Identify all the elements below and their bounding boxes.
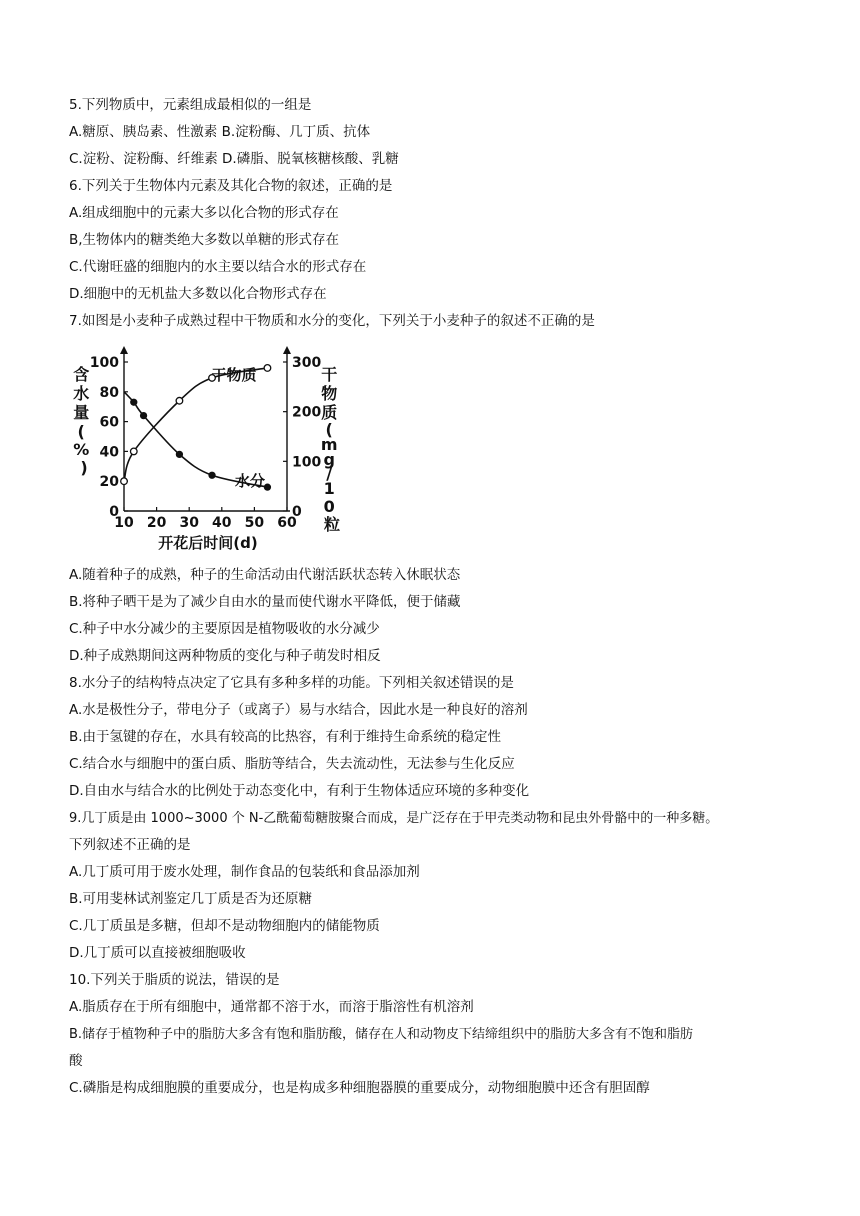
left-y-axis-arrow [120, 346, 128, 354]
right-y-label-char-3: 质 [321, 403, 338, 422]
question-8-option-b: B.由于氢键的存在，水具有较高的比热容，有利于维持生命系统的稳定性 [69, 729, 502, 745]
seed-maturation-chart [62, 344, 362, 564]
right-y-label-char-1: 干 [321, 365, 338, 384]
right-y-tick-label-300: 300 [292, 355, 322, 371]
water-data-point [264, 484, 270, 490]
question-10-option-b-line-1: B.储存于植物种子中的脂肪大多含有饱和脂肪酸，储存在人和动物皮下结缔组织中的脂肪大多含有不饱和脂肪 [69, 1027, 694, 1042]
question-5-options-ab: A.糖原、胰岛素、性激素 B.淀粉酶、几丁质、抗体 [69, 124, 371, 140]
water-series-label: 水分 [234, 472, 266, 490]
right-y-tick-label-100: 100 [292, 454, 322, 471]
water-data-point [141, 413, 147, 419]
right-y-axis-arrow [283, 346, 291, 354]
question-6-option-a: A.组成细胞中的元素大多以化合物的形式存在 [69, 205, 339, 221]
right-y-label-char-6: g [323, 450, 335, 469]
question-6-option-b: B,生物体内的糖类绝大多数以单糖的形式存在 [69, 232, 340, 248]
right-y-axis-label [321, 365, 343, 534]
left-y-label-char-5: % [73, 440, 90, 459]
left-y-tick-label-60: 60 [99, 414, 119, 431]
question-9-stem-line-1: 9.几丁质是由 1000~3000 个 N-乙酰葡萄糖胺聚合而成，是广泛存在于甲壳类动物和昆虫外骨骼中的一种多糖。 [69, 811, 719, 826]
dry-matter-data-point [130, 448, 137, 455]
right-y-label-char-4: ( [325, 420, 333, 439]
right-y-tick-label-200: 200 [292, 404, 322, 421]
water-data-point [209, 472, 215, 478]
dry-matter-data-point [176, 397, 183, 404]
left-y-tick-label-80: 80 [99, 384, 119, 401]
question-5-stem: 5.下列物质中，元素组成最相似的一组是 [69, 97, 312, 113]
left-y-label-char-1: 含 [73, 365, 90, 384]
left-y-tick-label-40: 40 [99, 444, 119, 461]
left-y-label-char-4: ( [77, 422, 85, 441]
question-10-option-c: C.磷脂是构成细胞膜的重要成分，也是构成多种细胞器膜的重要成分，动物细胞膜中还含有胆固醇 [69, 1080, 650, 1096]
question-8-stem: 8.水分子的结构特点决定了它具有多种多样的功能。下列相关叙述错误的是 [69, 675, 514, 691]
x-tick-label-40: 40 [212, 515, 232, 531]
question-7-option-a: A.随着种子的成熟，种子的生命活动由代谢活跃状态转入休眠状态 [69, 567, 461, 583]
x-tick-label-20: 20 [146, 515, 167, 531]
question-10-option-a: A.脂质存在于所有细胞中，通常都不溶于水，而溶于脂溶性有机溶剂 [69, 999, 474, 1015]
question-9-option-a: A.几丁质可用于废水处理，制作食品的包装纸和食品添加剂 [69, 864, 420, 880]
question-6-stem: 6.下列关于生物体内元素及其化合物的叙述，正确的是 [69, 178, 393, 194]
water-data-point [176, 451, 182, 457]
x-tick-label-60: 60 [277, 515, 297, 531]
left-y-label-char-3: 量 [73, 403, 90, 422]
dry-matter-series-line [124, 368, 267, 481]
x-tick-label-30: 30 [179, 515, 199, 531]
question-8-option-c: C.结合水与细胞中的蛋白质、脂肪等结合，失去流动性，无法参与生化反应 [69, 756, 515, 772]
question-8-option-d: D.自由水与结合水的比例处于动态变化中，有利于生物体适应环境的多种变化 [69, 783, 530, 799]
x-tick-label-10: 10 [114, 515, 134, 531]
x-tick-label-50: 50 [244, 515, 265, 531]
water-data-point [131, 399, 137, 405]
left-y-tick-label-0: 0 [109, 504, 119, 520]
question-7-option-d: D.种子成熟期间这两种物质的变化与种子萌发时相反 [69, 648, 381, 664]
question-8-option-a: A.水是极性分子，带电分子（或离子）易与水结合，因此水是一种良好的溶剂 [69, 702, 528, 718]
question-7-stem: 7.如图是小麦种子成熟过程中干物质和水分的变化，下列关于小麦种子的叙述不正确的是 [69, 313, 595, 329]
left-y-tick-label-20: 20 [99, 474, 119, 491]
right-y-label-char-5: m [320, 435, 338, 454]
question-9-option-c: C.几丁质虽是多糖，但却不是动物细胞内的储能物质 [69, 918, 380, 934]
question-6-option-c: C.代谢旺盛的细胞内的水主要以结合水的形式存在 [69, 259, 367, 275]
question-10-option-b-line-2: 酸 [69, 1053, 83, 1069]
left-y-tick-label-100: 100 [89, 355, 119, 371]
question-7-option-c: C.种子中水分减少的主要原因是植物吸收的水分减少 [69, 621, 380, 637]
right-y-label-char-8: 1 [323, 479, 335, 498]
question-5-options-cd: C.淀粉、淀粉酶、纤维素 D.磷脂、脱氧核糖核酸、乳糖 [69, 151, 399, 167]
question-10-stem: 10.下列关于脂质的说法，错误的是 [69, 972, 280, 988]
left-y-label-char-2: 水 [73, 384, 90, 403]
right-y-label-char-2: 物 [321, 384, 338, 403]
right-y-label-char-10: 粒 [323, 515, 341, 534]
right-y-tick-label-0: 0 [292, 504, 302, 520]
left-y-axis-label [73, 365, 95, 477]
left-y-label-char-6: ) [80, 458, 88, 477]
dry-matter-series-label: 干物质 [211, 366, 257, 384]
question-9-option-d: D.几丁质可以直接被细胞吸收 [69, 945, 246, 961]
right-y-label-char-9: 0 [323, 497, 335, 516]
question-7-option-b: B.将种子晒干是为了减少自由水的量而使代谢水平降低，便于储藏 [69, 594, 461, 610]
x-axis-label: 开花后时间(d) [158, 534, 258, 552]
dry-matter-data-point [121, 478, 128, 485]
right-y-label-char-7: / [326, 464, 333, 483]
question-6-option-d: D.细胞中的无机盐大多数以化合物形式存在 [69, 286, 327, 302]
dry-matter-data-point [264, 365, 271, 372]
question-9-stem-line-2: 下列叙述不正确的是 [69, 837, 191, 853]
question-9-option-b: B.可用斐林试剂鉴定几丁质是否为还原糖 [69, 891, 313, 907]
